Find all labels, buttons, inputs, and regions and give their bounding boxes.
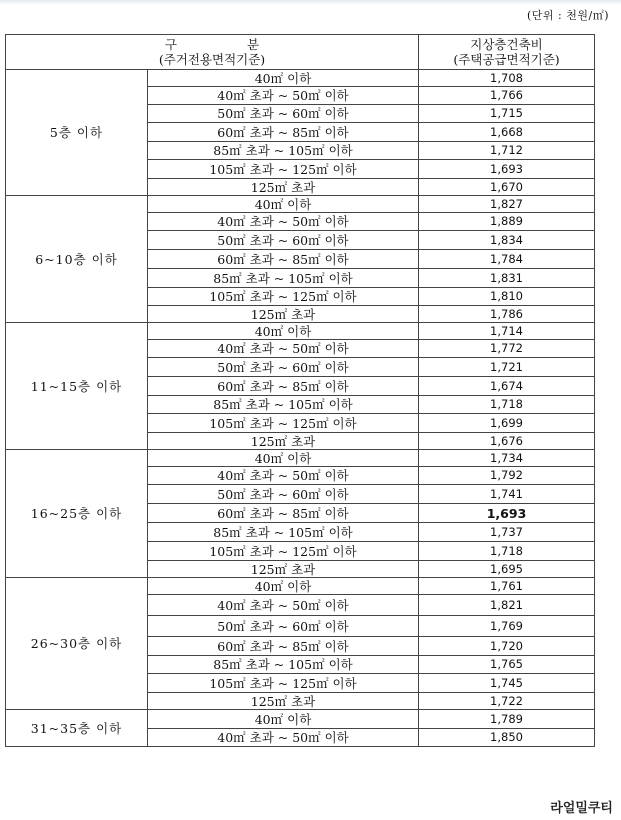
cost-cell: 1,718 — [419, 542, 595, 561]
header-category-a: 구 — [164, 37, 177, 52]
header-cost — [419, 35, 595, 70]
floor-range-cell: 31~35층 이하 — [6, 710, 148, 747]
cost-cell: 1,670 — [419, 179, 595, 196]
area-range-cell: 60㎡ 초과 ~ 85㎡ 이하 — [148, 504, 419, 523]
cost-cell: 1,850 — [419, 729, 595, 747]
header-category-b: 분 — [247, 37, 260, 52]
cost-cell: 1,789 — [419, 710, 595, 729]
cost-cell: 1,810 — [419, 288, 595, 306]
cost-cell: 1,821 — [419, 595, 595, 616]
cost-cell: 1,712 — [419, 142, 595, 160]
area-range-cell: 105㎡ 초과 ~ 125㎡ 이하 — [148, 542, 419, 561]
cost-cell: 1,769 — [419, 616, 595, 637]
area-range-cell: 60㎡ 초과 ~ 85㎡ 이하 — [148, 377, 419, 396]
cost-cell: 1,708 — [419, 70, 595, 87]
area-range-cell: 40㎡ 초과 ~ 50㎡ 이하 — [148, 595, 419, 616]
area-range-cell: 50㎡ 초과 ~ 60㎡ 이하 — [148, 105, 419, 123]
area-range-cell: 85㎡ 초과 ~ 105㎡ 이하 — [148, 142, 419, 160]
unit-note: (단위 : 천원/㎡) — [527, 9, 609, 22]
area-range-cell: 40㎡ 이하 — [148, 450, 419, 467]
cost-cell: 1,693 — [419, 504, 595, 523]
cost-cell: 1,784 — [419, 250, 595, 269]
area-range-cell: 40㎡ 초과 ~ 50㎡ 이하 — [148, 467, 419, 485]
watermark: 라얼밀쿠티 — [550, 801, 613, 816]
area-range-cell: 40㎡ 초과 ~ 50㎡ 이하 — [148, 213, 419, 231]
area-range-cell: 40㎡ 이하 — [148, 70, 419, 87]
cost-cell: 1,699 — [419, 414, 595, 433]
floor-range-cell: 5층 이하 — [6, 70, 148, 196]
area-range-cell: 40㎡ 이하 — [148, 578, 419, 595]
cost-cell: 1,792 — [419, 467, 595, 485]
area-range-cell: 105㎡ 초과 ~ 125㎡ 이하 — [148, 288, 419, 306]
area-range-cell: 125㎡ 초과 — [148, 179, 419, 196]
area-range-cell: 85㎡ 초과 ~ 105㎡ 이하 — [148, 523, 419, 542]
area-range-cell: 85㎡ 초과 ~ 105㎡ 이하 — [148, 269, 419, 288]
area-range-cell: 125㎡ 초과 — [148, 433, 419, 450]
cost-cell: 1,695 — [419, 561, 595, 578]
cost-cell: 1,889 — [419, 213, 595, 231]
table-body — [6, 70, 595, 747]
cost-cell: 1,715 — [419, 105, 595, 123]
area-range-cell: 105㎡ 초과 ~ 125㎡ 이하 — [148, 674, 419, 693]
cost-cell: 1,720 — [419, 637, 595, 656]
area-range-cell: 40㎡ 초과 ~ 50㎡ 이하 — [148, 340, 419, 358]
cost-cell: 1,745 — [419, 674, 595, 693]
table-header-row — [6, 35, 595, 70]
table-row — [6, 450, 595, 467]
cost-cell: 1,737 — [419, 523, 595, 542]
header-category-basis: (주거전용면적기준) — [158, 52, 266, 67]
area-range-cell: 40㎡ 초과 ~ 50㎡ 이하 — [148, 87, 419, 105]
area-range-cell: 85㎡ 초과 ~ 105㎡ 이하 — [148, 656, 419, 674]
construction-cost-table — [5, 34, 595, 747]
table-row — [6, 710, 595, 729]
area-range-cell: 85㎡ 초과 ~ 105㎡ 이하 — [148, 396, 419, 414]
cost-cell: 1,831 — [419, 269, 595, 288]
cost-cell: 1,786 — [419, 306, 595, 323]
area-range-cell: 40㎡ 이하 — [148, 323, 419, 340]
area-range-cell: 40㎡ 이하 — [148, 710, 419, 729]
area-range-cell: 50㎡ 초과 ~ 60㎡ 이하 — [148, 358, 419, 377]
table-row — [6, 70, 595, 87]
cost-cell: 1,676 — [419, 433, 595, 450]
area-range-cell: 60㎡ 초과 ~ 85㎡ 이하 — [148, 123, 419, 142]
area-range-cell: 60㎡ 초과 ~ 85㎡ 이하 — [148, 250, 419, 269]
area-range-cell: 125㎡ 초과 — [148, 561, 419, 578]
floor-range-cell: 6~10층 이하 — [6, 196, 148, 323]
cost-cell: 1,668 — [419, 123, 595, 142]
cost-cell: 1,772 — [419, 340, 595, 358]
cost-cell: 1,765 — [419, 656, 595, 674]
area-range-cell: 60㎡ 초과 ~ 85㎡ 이하 — [148, 637, 419, 656]
cost-cell: 1,766 — [419, 87, 595, 105]
cost-cell: 1,761 — [419, 578, 595, 595]
floor-range-cell: 26~30층 이하 — [6, 578, 148, 710]
top-bar — [0, 0, 621, 5]
cost-cell: 1,741 — [419, 485, 595, 504]
table-row — [6, 578, 595, 595]
header-cost-title: 지상층건축비 — [470, 37, 543, 52]
area-range-cell: 40㎡ 이하 — [148, 196, 419, 213]
area-range-cell: 125㎡ 초과 — [148, 306, 419, 323]
area-range-cell: 50㎡ 초과 ~ 60㎡ 이하 — [148, 485, 419, 504]
area-range-cell: 50㎡ 초과 ~ 60㎡ 이하 — [148, 231, 419, 250]
area-range-cell: 50㎡ 초과 ~ 60㎡ 이하 — [148, 616, 419, 637]
table-row — [6, 196, 595, 213]
area-range-cell: 105㎡ 초과 ~ 125㎡ 이하 — [148, 414, 419, 433]
area-range-cell: 105㎡ 초과 ~ 125㎡ 이하 — [148, 160, 419, 179]
cost-cell: 1,674 — [419, 377, 595, 396]
cost-cell: 1,718 — [419, 396, 595, 414]
cost-cell: 1,827 — [419, 196, 595, 213]
area-range-cell: 125㎡ 초과 — [148, 693, 419, 710]
cost-cell: 1,722 — [419, 693, 595, 710]
header-cost-basis: (주택공급면적기준) — [453, 52, 560, 67]
table-row — [6, 323, 595, 340]
area-range-cell: 40㎡ 초과 ~ 50㎡ 이하 — [148, 729, 419, 747]
header-category — [6, 35, 419, 70]
cost-cell: 1,721 — [419, 358, 595, 377]
cost-cell: 1,834 — [419, 231, 595, 250]
floor-range-cell: 16~25층 이하 — [6, 450, 148, 578]
cost-cell: 1,734 — [419, 450, 595, 467]
floor-range-cell: 11~15층 이하 — [6, 323, 148, 450]
cost-cell: 1,714 — [419, 323, 595, 340]
cost-cell: 1,693 — [419, 160, 595, 179]
